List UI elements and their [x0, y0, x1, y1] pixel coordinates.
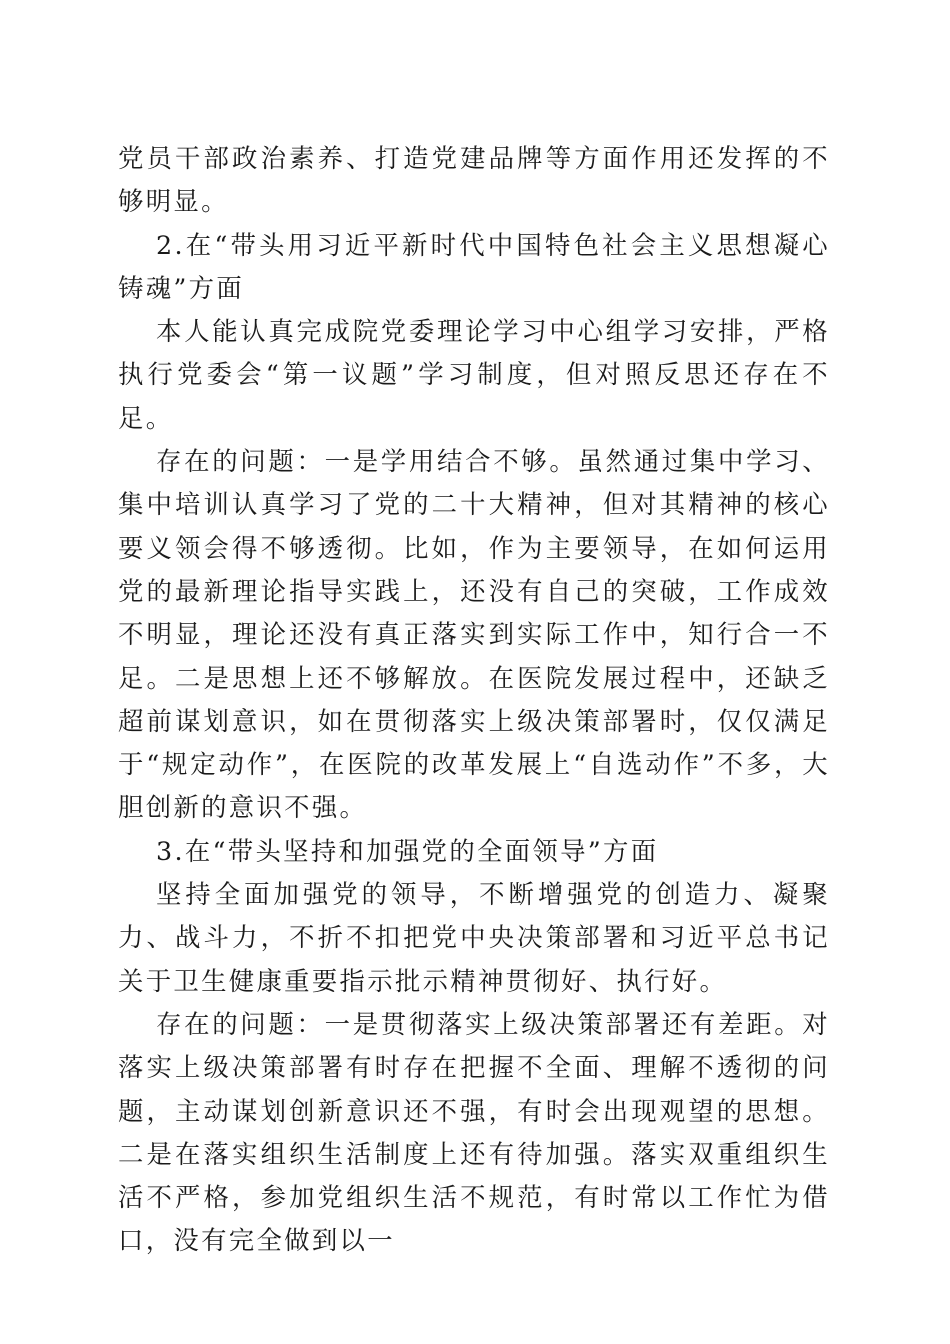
- section-3-problems: 存在的问题：一是贯彻落实上级决策部署还有差距。对落实上级决策部署有时存在把握不全面、理解不透彻的问题，主动谋划创新意识还不强，有时会出现观望的思想。二是在落实组织生活制度上还有待加强。落实双重组织生活不严格，参加党组织生活不规范，有时常以工作忙为借口，没有完全做到以一: [118, 1008, 830, 1256]
- paragraph-continuation: 党员干部政治素养、打造党建品牌等方面作用还发挥的不够明显。: [118, 143, 830, 217]
- section-2-summary: 本人能认真完成院党委理论学习中心组学习安排，严格执行党委会“第一议题”学习制度，但对照反思还存在不足。: [118, 316, 830, 433]
- section-2-problems: 存在的问题：一是学用结合不够。虽然通过集中学习、集中培训认真学习了党的二十大精神，但对其精神的核心要义领会得不够透彻。比如，作为主要领导，在如何运用党的最新理论指导实践上，还没有自己的突破，工作成效不明显，理论还没有真正落实到实际工作中，知行合一不足。二是思想上还不够解放。在医院发展过程中，还缺乏超前谋划意识，如在贯彻落实上级决策部署时，仅仅满足于“规定动作”，在医院的改革发展上“自选动作”不多，大胆创新的意识不强。: [118, 446, 830, 823]
- document-body: [118, 137, 830, 1263]
- section-3-summary: 坚持全面加强党的领导，不断增强党的创造力、凝聚力、战斗力，不折不扣把党中央决策部署和习近平总书记关于卫生健康重要指示批示精神贯彻好、执行好。: [118, 879, 830, 996]
- section-heading-3: 3.在“带头坚持和加强党的全面领导”方面: [156, 835, 659, 866]
- section-heading-2: 2.在“带头用习近平新时代中国特色社会主义思想凝心铸魂”方面: [118, 229, 830, 303]
